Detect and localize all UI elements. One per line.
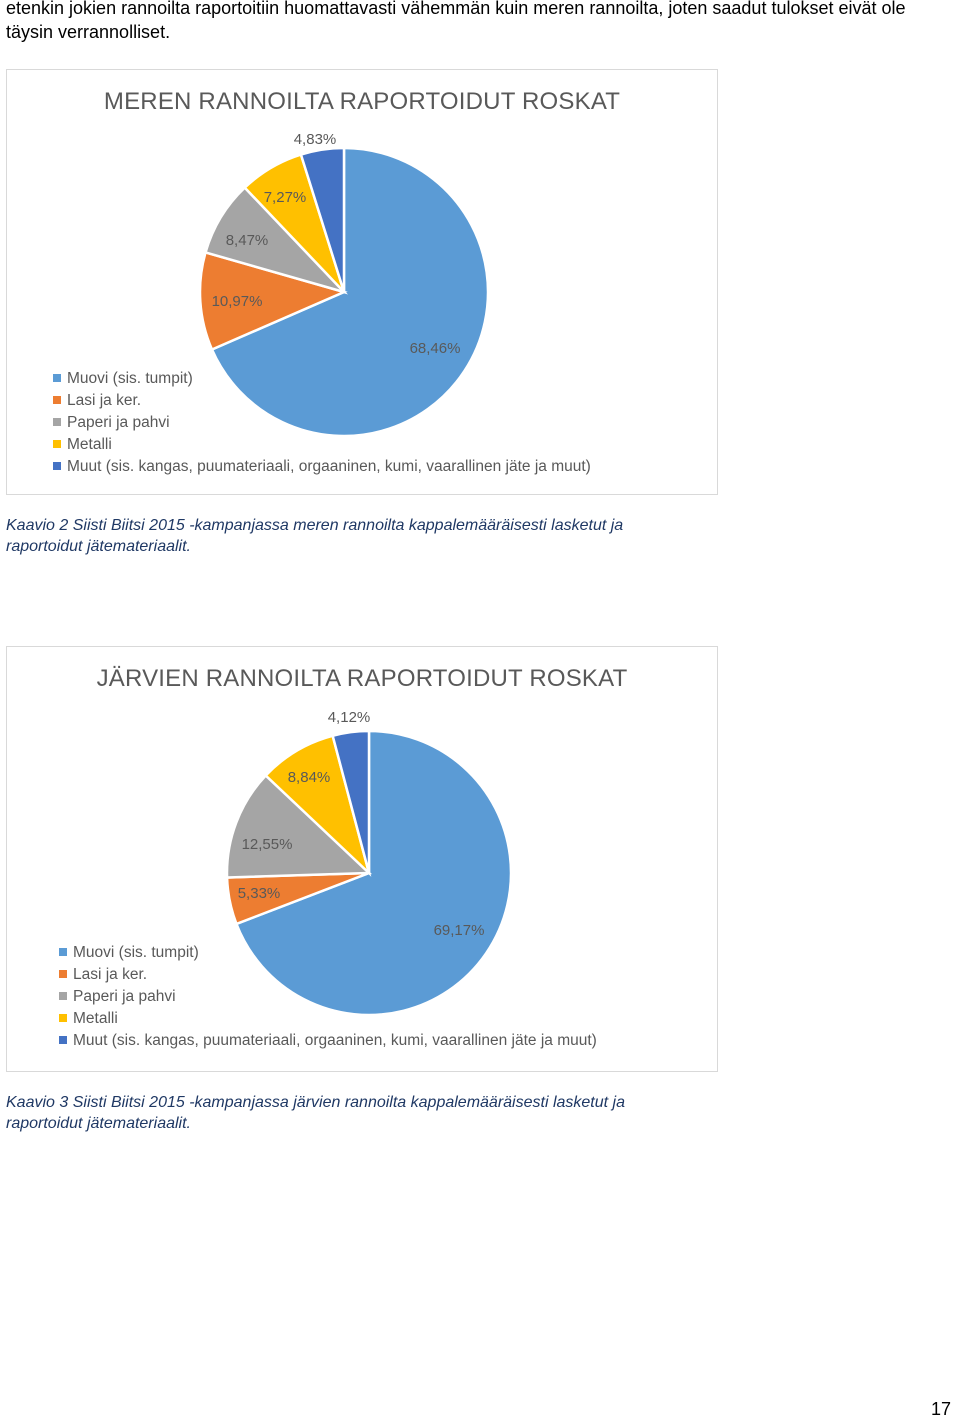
legend-item (59, 1008, 597, 1030)
slice-label: 69,17% (433, 922, 485, 939)
legend-label: Paperi ja pahvi (73, 988, 176, 1005)
legend-swatch (53, 418, 61, 426)
sea-chart-container (6, 69, 718, 495)
legend-label: Muut (sis. kangas, puumateriaali, orgaaninen, kumi, vaarallinen jäte ja muut) (67, 458, 591, 475)
legend-label: Muut (sis. kangas, puumateriaali, orgaaninen, kumi, vaarallinen jäte ja muut) (73, 1032, 597, 1049)
legend-swatch (59, 1036, 67, 1044)
slice-label: 4,83% (293, 131, 337, 148)
lake-chart-legend (59, 942, 597, 1052)
legend-item (59, 964, 597, 986)
legend-item (59, 1030, 597, 1052)
legend-swatch (53, 396, 61, 404)
legend-label: Lasi ja ker. (73, 966, 148, 983)
legend-label: Metalli (73, 1010, 118, 1027)
slice-label: 8,47% (225, 232, 269, 249)
chart-caption: Kaavio 2 Siisti Biitsi 2015 -kampanjassa meren rannoilta kappalemääräisesti lasketut ja raportoidut jätemateriaalit. (6, 517, 624, 555)
legend-item (59, 942, 597, 964)
legend-label: Lasi ja ker. (67, 392, 142, 409)
legend-swatch (59, 992, 67, 1000)
sea-chart-legend (53, 368, 591, 478)
legend-item (53, 390, 591, 412)
chart-caption: Kaavio 3 Siisti Biitsi 2015 -kampanjassa järvien rannoilta kappalemääräisesti lasketut ja raportoidut jätemateriaalit. (6, 1094, 625, 1132)
legend-item (53, 412, 591, 434)
legend-label: Metalli (67, 436, 112, 453)
legend-swatch (59, 970, 67, 978)
legend-item (53, 456, 591, 478)
slice-label: 10,97% (211, 293, 263, 310)
legend-label: Muovi (sis. tumpit) (73, 944, 199, 961)
legend-item (53, 368, 591, 390)
lake-chart-container (6, 646, 718, 1072)
slice-label: 4,12% (327, 709, 371, 726)
legend-label: Muovi (sis. tumpit) (67, 370, 193, 387)
legend-swatch (59, 948, 67, 956)
legend-swatch (53, 440, 61, 448)
slice-label: 8,84% (287, 769, 331, 786)
legend-label: Paperi ja pahvi (67, 414, 170, 431)
legend-swatch (59, 1014, 67, 1022)
slice-label: 68,46% (409, 340, 461, 357)
slice-label: 5,33% (237, 885, 281, 902)
slice-label: 12,55% (241, 836, 293, 853)
legend-swatch (53, 462, 61, 470)
legend-item (59, 986, 597, 1008)
legend-item (53, 434, 591, 456)
lake-chart-title: JÄRVIEN RANNOILTA RAPORTOIDUT ROSKAT (96, 665, 628, 692)
intro-paragraph: etenkin jokien rannoilta raportoitiin huomattavasti vähemmän kuin meren rannoilta, joten saadut tulokset eivät ole täysin verrannolliset. (6, 0, 906, 42)
legend-swatch (53, 374, 61, 382)
page-number: 17 (930, 1399, 951, 1419)
slice-label: 7,27% (263, 189, 307, 206)
sea-chart-title: MEREN RANNOILTA RAPORTOIDUT ROSKAT (103, 88, 621, 115)
